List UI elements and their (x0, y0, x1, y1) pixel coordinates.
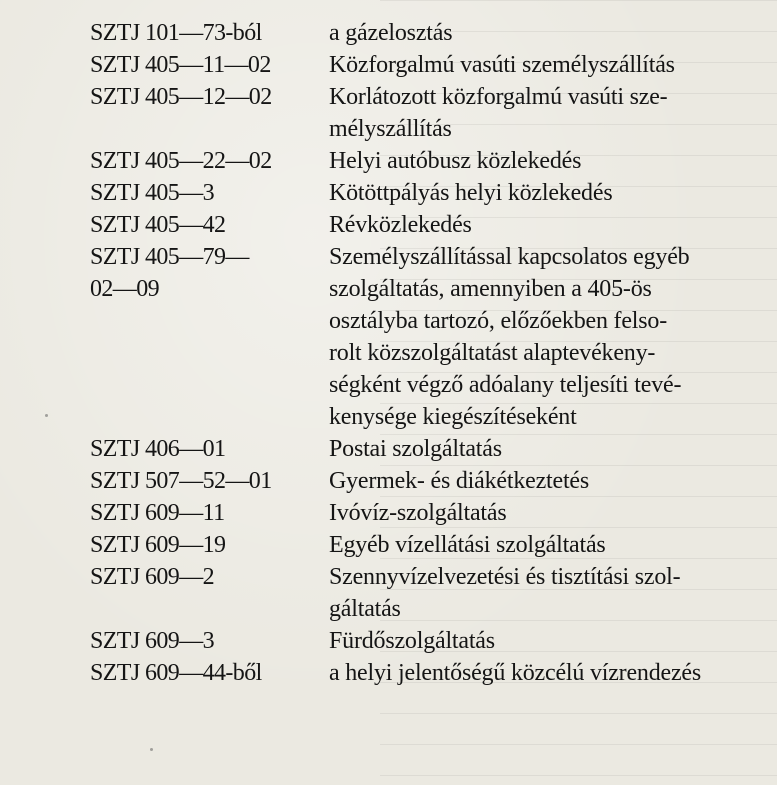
sztj-code-line: SZTJ 405—12—02 (90, 84, 272, 110)
sztj-code-line: SZTJ 405—79— (90, 244, 249, 270)
speck (150, 748, 153, 751)
sztj-code (90, 17, 325, 49)
description-line: Révközlekedés (329, 212, 472, 238)
sztj-code (90, 81, 325, 113)
description-line: Személyszállítással kapcsolatos egyéb (329, 244, 690, 270)
sztj-code-line: SZTJ 405—22—02 (90, 148, 272, 174)
description-line: rolt közszolgáltatást alaptevékeny- (329, 340, 656, 366)
description-line: Egyéb vízellátási szolgáltatás (329, 532, 606, 558)
description-line: osztályba tartozó, előzőekben felso- (329, 308, 667, 334)
sztj-code-line: SZTJ 609—11 (90, 500, 225, 526)
description-line: mélyszállítás (329, 116, 452, 142)
description-line: Helyi autóbusz közlekedés (329, 148, 582, 174)
sztj-code (90, 241, 325, 305)
description-line: a helyi jelentőségű közcélú vízrendezés (329, 660, 702, 686)
service-description (329, 657, 771, 689)
description-line: Szennyvízelvezetési és tisztítási szol- (329, 564, 681, 590)
service-description (329, 209, 771, 241)
sztj-code-line: SZTJ 406—01 (90, 436, 226, 462)
sztj-code (90, 145, 325, 177)
sztj-code (90, 433, 325, 465)
description-line: ségként végző adóalany teljesíti tevé- (329, 372, 682, 398)
service-description (329, 17, 771, 49)
sztj-code-line: SZTJ 507—52—01 (90, 468, 272, 494)
sztj-code-line: 02—09 (90, 276, 160, 302)
speck (45, 414, 48, 417)
service-description (329, 625, 771, 657)
sztj-code (90, 465, 325, 497)
sztj-code (90, 209, 325, 241)
description-line: gáltatás (329, 596, 401, 622)
service-description (329, 145, 771, 177)
service-description (329, 49, 771, 81)
sztj-code (90, 625, 325, 657)
service-description (329, 561, 771, 625)
sztj-code (90, 657, 325, 689)
sztj-code-line: SZTJ 405—11—02 (90, 52, 271, 78)
description-line: Ivóvíz-szolgáltatás (329, 500, 507, 526)
sztj-code (90, 49, 325, 81)
sztj-code (90, 529, 325, 561)
service-description (329, 465, 771, 497)
description-line: Korlátozott közforgalmú vasúti sze- (329, 84, 668, 110)
description-line: Kötöttpályás helyi közlekedés (329, 180, 613, 206)
sztj-code-line: SZTJ 609—2 (90, 564, 215, 590)
service-description (329, 529, 771, 561)
service-description (329, 81, 771, 145)
sztj-code (90, 497, 325, 529)
sztj-code-line: SZTJ 405—42 (90, 212, 226, 238)
sztj-code (90, 177, 325, 209)
description-line: kenysége kiegészítéseként (329, 404, 577, 430)
service-description (329, 177, 771, 209)
description-line: szolgáltatás, amennyiben a 405-ös (329, 276, 652, 302)
description-line: Fürdőszolgáltatás (329, 628, 495, 654)
sztj-code-line: SZTJ 609—19 (90, 532, 226, 558)
service-description (329, 497, 771, 529)
description-line: Közforgalmú vasúti személyszállítás (329, 52, 675, 78)
description-line: a gázelosztás (329, 20, 453, 46)
service-description (329, 433, 771, 465)
sztj-code-line: SZTJ 101—73-ból (90, 20, 262, 46)
sztj-code-line: SZTJ 405—3 (90, 180, 215, 206)
service-description (329, 241, 771, 433)
sztj-code (90, 561, 325, 593)
description-line: Gyermek- és diákétkeztetés (329, 468, 590, 494)
sztj-code-line: SZTJ 609—44-ből (90, 660, 262, 686)
description-line: Postai szolgáltatás (329, 436, 502, 462)
sztj-code-line: SZTJ 609—3 (90, 628, 215, 654)
